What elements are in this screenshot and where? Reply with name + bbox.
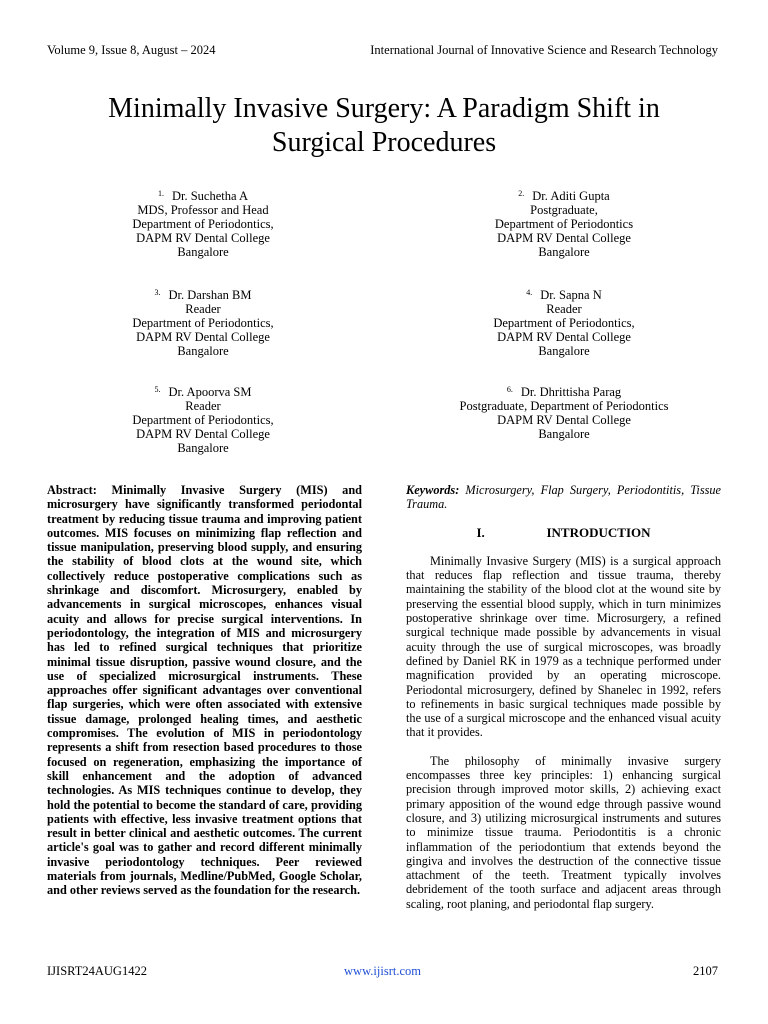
paper-title	[40, 92, 728, 160]
author-affiliation-line: DAPM RV Dental College	[497, 330, 631, 344]
keywords-label: Keywords:	[406, 483, 460, 497]
journal-website-link[interactable]: www.ijisrt.com	[344, 964, 421, 978]
page-number: 2107	[693, 964, 718, 978]
author-affiliation-line: DAPM RV Dental College	[136, 231, 270, 245]
keywords-text: Microsurgery, Flap Surgery, Periodontitis, Tissue Trauma.	[406, 483, 721, 512]
author-affiliation-line: DAPM RV Dental College	[497, 413, 631, 427]
author-affiliation-line: Reader	[185, 302, 221, 316]
author-affiliation-line: DAPM RV Dental College	[136, 330, 270, 344]
author-4	[434, 286, 694, 358]
author-affiliation-line: Bangalore	[538, 427, 590, 441]
journal-volume: Volume 9, Issue 8, August – 2024	[47, 43, 216, 57]
author-name: $^{1.}$ Dr. Suchetha A	[157, 189, 249, 203]
author-affiliation-line: Postgraduate, Department of Periodontics	[459, 399, 669, 413]
section-title: INTRODUCTION	[546, 524, 651, 540]
author-name: $^{3.}$ Dr. Darshan BM	[154, 288, 252, 302]
author-affiliation-line: Bangalore	[538, 344, 590, 358]
author-affiliation-line: Department of Periodontics,	[132, 316, 274, 330]
author-name: $^{4.}$ Dr. Sapna N	[526, 288, 602, 302]
author-name: $^{5.}$ Dr. Apoorva SM	[154, 385, 252, 399]
author-affiliation-line: Postgraduate,	[530, 203, 598, 217]
intro-paragraph-1: Minimally Invasive Surgery (MIS) is a surgical approach that reduces flap reflection and tissue trauma, thereby maintaining the stability of the blood clot at the wound site by preserving the essential blood supply, which in turn minimizes postoperative shrinkage over time. Microsurgery, a refined surgical technique made possible by advancements in visual acuity through the use of surgical microscopes, was broadly defined by Daniel RK in 1979 as a technique performed under magnification provided by an operating microscope. Periodontal microsurgery, defined by Shanelec in 1992, refers to refinements in basic surgical techniques made possible by the use of a surgical microscope and the enhanced visual acuity that it provides.	[406, 553, 721, 740]
journal-name: International Journal of Innovative Science and Research Technology	[370, 43, 718, 57]
author-affiliation-line: MDS, Professor and Head	[137, 203, 269, 217]
author-affiliation-line: Department of Periodontics,	[132, 413, 274, 427]
right-column	[406, 483, 721, 911]
section-number: I.	[476, 524, 485, 540]
intro-paragraph-2: The philosophy of minimally invasive surgery encompasses three key principles: 1) enhancing surgical precision through improved motor skills, 2) achieving exact primary apposition of the wound edge through passive wound closure, and 3) utilizing microsurgical instruments and sutures to minimize tissue trauma. Periodontitis is a chronic inflammation of the periodontium that extends beyond the gingiva and involves the destruction of the connective tissue attachment of the teeth. Treatment typically involves debridement of the tooth surface and adjacent areas through scaling, root planing, and periodontal flap surgery.	[406, 753, 721, 911]
author-name: $^{2.}$ Dr. Aditi Gupta	[518, 189, 610, 203]
author-affiliation-line: Department of Periodontics,	[132, 217, 274, 231]
author-affiliation-line: Bangalore	[538, 245, 590, 259]
abstract: Abstract: Minimally Invasive Surgery (MIS) and microsurgery have significantly transformed periodontal treatment by reducing tissue trauma and improving patient outcomes. MIS focuses on minimizing flap reflection and tissue manipulation, preserving blood supply, and ensuring the stability of blood clots at the wound site, which collectively reduce postoperative complications such as shrinkage and discomfort. Microsurgery, enabled by advancements in surgical microscopes, enhances visual acuity and allows for precise surgical interventions. In periodontology, the integration of MIS and microsurgery has led to refined surgical techniques that prioritize minimal tissue disruption, passive wound closure, and the use of specialized microsurgical instruments. These approaches offer significant advantages over conventional flap surgeries, which were often associated with extensive tissue damage, prolonged healing times, and aesthetic compromises. The evolution of MIS in periodontology represents a shift from resection based procedures to those focused on regeneration, emphasizing the importance of skill enhancement and the adoption of advanced technologies. As MIS techniques continue to develop, they hold the potential to become the standard of care, providing patients with effective, less invasive treatment options that result in better clinical and aesthetic outcomes. The current article's goal was to gather and record different minimally invasive periodontology techniques. Peer reviewed materials from journals, Medline/PubMed, Google Scholar, and other reviews served as the foundation for the research.	[47, 483, 362, 898]
author-affiliation-line: Department of Periodontics,	[493, 316, 635, 330]
author-3	[103, 286, 303, 358]
author-affiliation-line: Department of Periodontics	[494, 217, 634, 231]
author-name: $^{6.}$ Dr. Dhrittisha Parag	[506, 385, 622, 399]
paper-title-line-1: Minimally Invasive Surgery: A Paradigm Shift in	[108, 93, 660, 124]
author-affiliation-line: Reader	[546, 302, 582, 316]
running-footer	[47, 964, 718, 982]
author-5	[103, 383, 303, 455]
author-affiliation-line: DAPM RV Dental College	[136, 427, 270, 441]
keywords	[406, 483, 721, 512]
running-header	[47, 43, 718, 61]
author-6	[434, 383, 694, 441]
author-affiliation-line: DAPM RV Dental College	[497, 231, 631, 245]
author-affiliation-line: Bangalore	[177, 441, 229, 455]
paper-title-line-2: Surgical Procedures	[271, 127, 497, 158]
author-affiliation-line: Reader	[185, 399, 221, 413]
article-id: IJISRT24AUG1422	[47, 964, 147, 978]
author-1	[103, 187, 303, 259]
section-heading	[406, 526, 721, 540]
author-affiliation-line: Bangalore	[177, 344, 229, 358]
author-2	[434, 187, 694, 259]
author-affiliation-line: Bangalore	[177, 245, 229, 259]
